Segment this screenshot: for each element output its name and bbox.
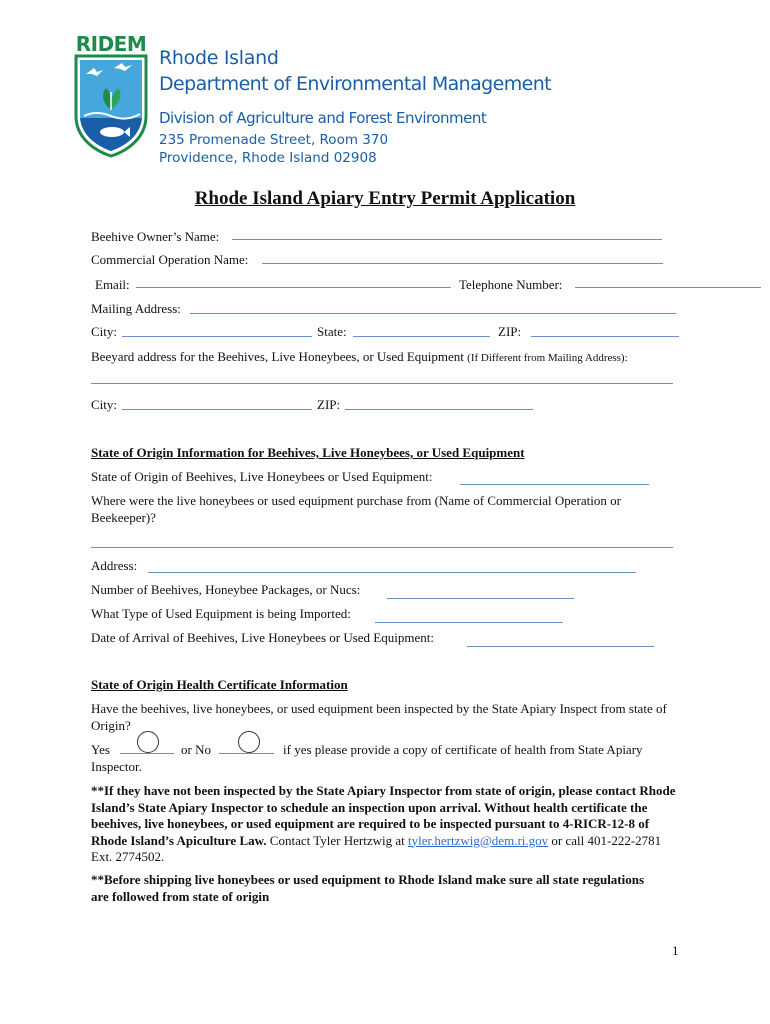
email-field[interactable] (136, 287, 451, 288)
hive-count-field[interactable] (387, 598, 574, 599)
address-line1: 235 Promenade Street, Room 370 (159, 132, 389, 148)
state-label: State: (317, 324, 347, 339)
inspection-notice-bold: **If they have not been inspected by the State Apiary Inspector from state of origin, please contact Rhode Island’s State Apiary Inspector to schedule an inspection upon arrival. Without health certificate the beehives, live honeybees, or used equipment are required to be inspected pursuant to 4-RICR-12-8 of Rhode Island’s Apiculture Law. (91, 783, 676, 848)
beeyard-address-note: (If Different from Mailing Address): (467, 352, 628, 364)
shield-icon (74, 54, 148, 158)
zip-label: ZIP: (498, 324, 522, 339)
beeyard-address-text: Beeyard address for the Beehives, Live Honeybees, or Used Equipment (91, 349, 464, 364)
org-name-line2: Department of Environmental Management (159, 73, 552, 95)
address-line2: Providence, Rhode Island 02908 (159, 150, 377, 166)
email-label: Email: (95, 277, 130, 292)
form-title: Rhode Island Apiary Entry Permit Application (194, 188, 576, 209)
call-text: or call 401-222-2781 Ext. 2774502. (91, 832, 662, 864)
shipping-notice: **Before shipping live honeybees or used equipment to Rhode Island make sure all state regulations are followed from state of origin (91, 872, 645, 904)
purchase-source-field[interactable] (91, 547, 673, 548)
state-of-origin-field[interactable] (460, 484, 649, 485)
yes-label: Yes (91, 742, 110, 757)
inspection-notice (91, 783, 681, 866)
city-field[interactable] (122, 336, 312, 337)
state-of-origin-label: State of Origin of Beehives, Live Honeybees or Used Equipment: (91, 469, 433, 484)
no-radio[interactable] (238, 731, 260, 753)
owner-name-label: Beehive Owner’s Name: (91, 229, 220, 244)
origin-address-label: Address: (91, 558, 138, 573)
beeyard-address-field[interactable] (91, 383, 673, 384)
division-name: Division of Agriculture and Forest Environment (159, 109, 487, 127)
arrival-date-label: Date of Arrival of Beehives, Live Honeybees or Used Equipment: (91, 630, 434, 645)
purchase-source-label: Where were the live honeybees or used equipment purchase from (Name of Commercial Operation or Beekeeper)? (91, 493, 621, 525)
telephone-label: Telephone Number: (459, 277, 563, 292)
ridem-logo (74, 32, 148, 160)
origin-section-heading: State of Origin Information for Beehives, Live Honeybees, or Used Equipment (91, 445, 525, 460)
page-number: 1 (672, 943, 679, 958)
state-field[interactable] (353, 336, 490, 337)
owner-name-field[interactable] (232, 239, 662, 240)
zip-field[interactable] (531, 336, 679, 337)
if-yes-instructions: if yes please provide a copy of certificate of health from State Apiary (283, 742, 643, 757)
commercial-operation-label: Commercial Operation Name: (91, 252, 249, 267)
logo-wordmark: RIDEM (75, 32, 147, 56)
equipment-type-label: What Type of Used Equipment is being Imported: (91, 606, 351, 621)
health-section-heading: State of Origin Health Certificate Information (91, 677, 348, 692)
contact-text: Contact Tyler Hertzwig at (269, 832, 405, 848)
origin-address-field[interactable] (148, 572, 636, 573)
beeyard-address-label (91, 349, 628, 366)
mailing-address-field[interactable] (190, 313, 676, 314)
arrival-date-field[interactable] (467, 646, 654, 647)
no-field-line (219, 753, 274, 754)
yes-radio[interactable] (137, 731, 159, 753)
hive-count-label: Number of Beehives, Honeybee Packages, or Nucs: (91, 582, 361, 597)
no-label: or No (181, 742, 211, 757)
mailing-address-label: Mailing Address: (91, 301, 181, 316)
beeyard-zip-label: ZIP: (317, 397, 341, 412)
telephone-field[interactable] (575, 287, 761, 288)
commercial-operation-field[interactable] (262, 263, 663, 264)
beeyard-city-label: City: (91, 397, 118, 412)
yes-field-line (120, 753, 174, 754)
beeyard-city-field[interactable] (122, 409, 312, 410)
inspector-email-link[interactable]: tyler.hertzwig@dem.ri.gov (408, 832, 549, 848)
equipment-type-field[interactable] (375, 622, 563, 623)
org-name-line1: Rhode Island (159, 47, 279, 69)
inspection-question: Have the beehives, live honeybees, or used equipment been inspected by the State Apiary Inspect from state of Origin? (91, 701, 667, 733)
city-label: City: (91, 324, 118, 339)
beeyard-zip-field[interactable] (345, 409, 533, 410)
inspector-text: Inspector. (91, 759, 142, 774)
